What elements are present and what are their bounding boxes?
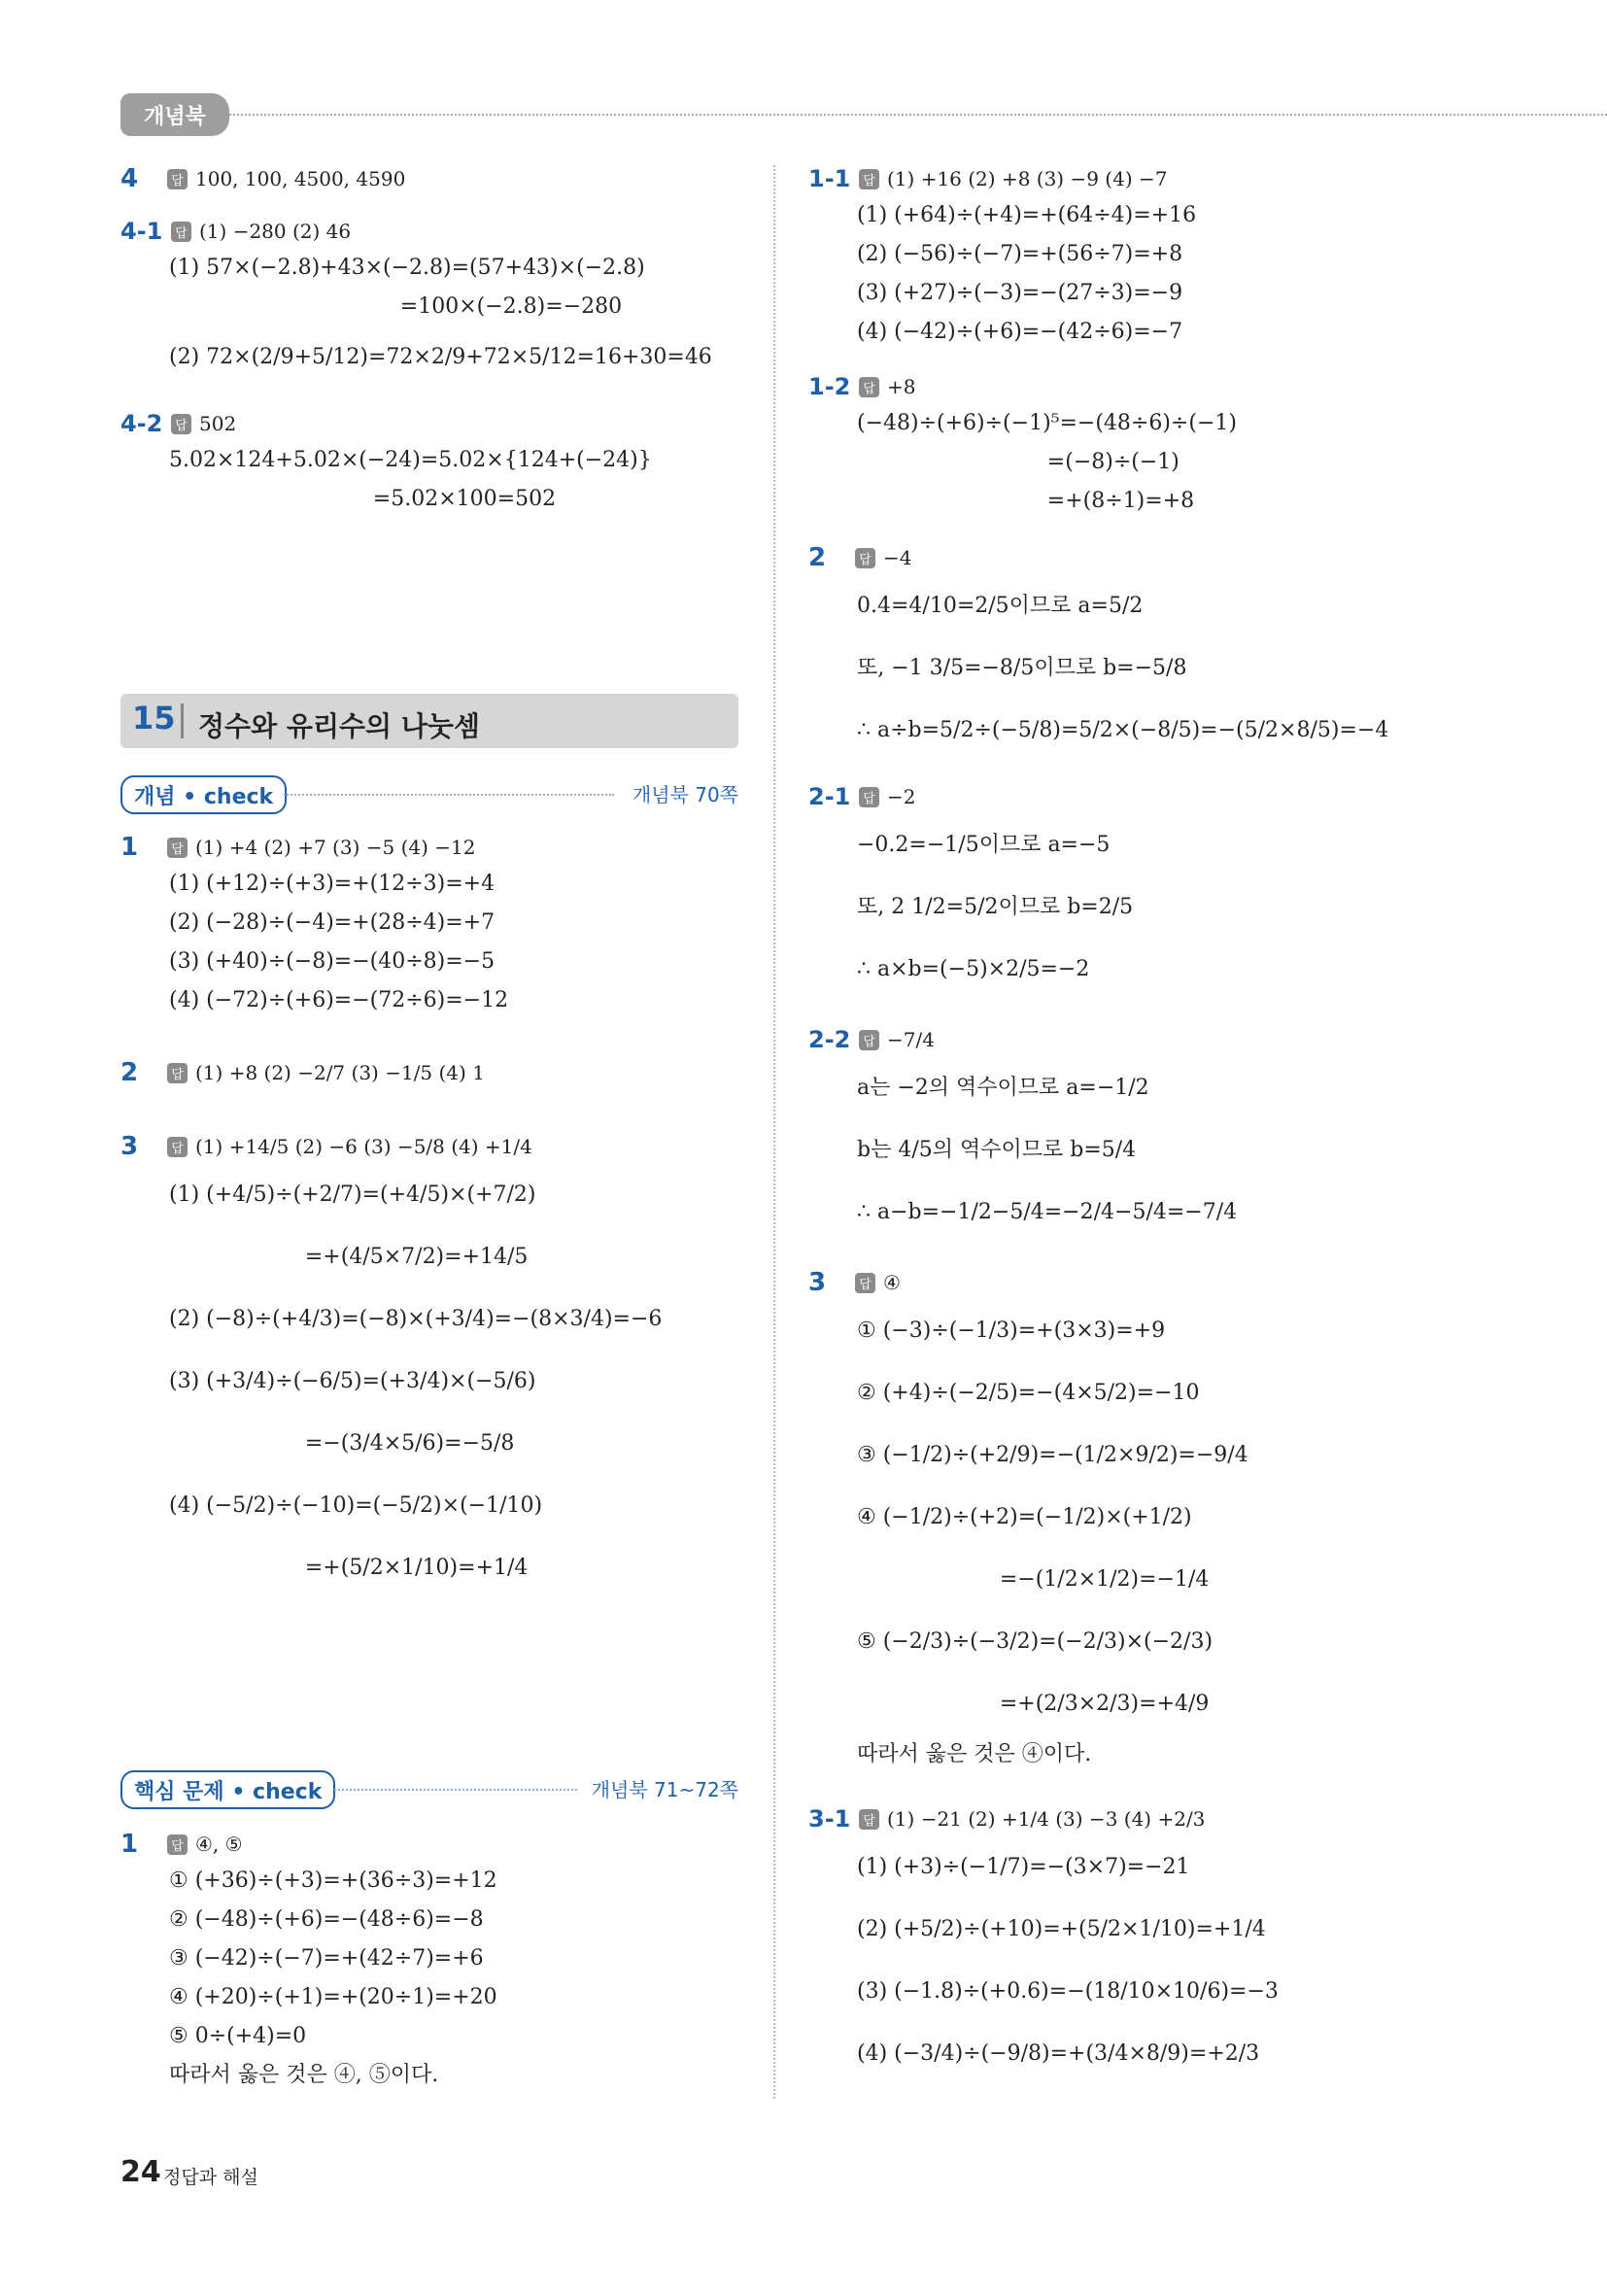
problem-4-2 bbox=[120, 406, 738, 519]
concept-check-tag: 개념 • check bbox=[120, 775, 287, 814]
problem-number: 3 bbox=[120, 1132, 139, 1161]
problem-3-1 bbox=[808, 1801, 1508, 2085]
core-problem-1 bbox=[120, 1827, 738, 2095]
solution-line: (3) (+40)÷(−8)=−(40÷8)=−5 bbox=[169, 949, 496, 974]
solution-line: (3) (−1.8)÷(+0.6)=−(18/10×10/6)=−3 bbox=[857, 1979, 1279, 2004]
solution-line: (2) (−56)÷(−7)=+(56÷7)=+8 bbox=[857, 242, 1183, 266]
answer-text: +8 bbox=[887, 375, 916, 398]
solution-line: (3) (+3/4)÷(−6/5)=(+3/4)×(−5/6) bbox=[169, 1369, 536, 1393]
problem-1-1 bbox=[808, 161, 1508, 352]
answer-text: (1) +8 (2) −2/7 (3) −1/5 (4) 1 bbox=[195, 1061, 485, 1084]
answer-badge: 답 bbox=[171, 222, 191, 242]
solution-line: 또, 2 1/2=5/2이므로 b=2/5 bbox=[857, 895, 1134, 919]
answer-badge: 답 bbox=[855, 548, 875, 568]
solution-line: (2) (+5/2)÷(+10)=+(5/2×1/10)=+1/4 bbox=[857, 1917, 1266, 1941]
answer-text: (1) +14/5 (2) −6 (3) −5/8 (4) +1/4 bbox=[195, 1135, 532, 1158]
answer-badge: 답 bbox=[167, 169, 188, 189]
problem-number: 2-2 bbox=[808, 1026, 851, 1053]
problem-number: 1 bbox=[120, 1830, 139, 1859]
solution-line: ① (+36)÷(+3)=+(36÷3)=+12 bbox=[169, 1868, 497, 1893]
solution-line: ③ (−1/2)÷(+2/9)=−(1/2×9/2)=−9/4 bbox=[857, 1443, 1248, 1467]
problem-4-1 bbox=[120, 214, 738, 389]
problem-4 bbox=[120, 161, 738, 196]
solution-line: =+(5/2×1/10)=+1/4 bbox=[169, 1556, 529, 1580]
solution-line: a는 −2의 역수이므로 a=−1/2 bbox=[857, 1076, 1149, 1100]
problem-2-2 bbox=[808, 1022, 1508, 1244]
answer-badge: 답 bbox=[167, 1063, 188, 1083]
answer-badge: 답 bbox=[859, 787, 879, 807]
answer-text: −2 bbox=[887, 785, 916, 808]
problem-1-2 bbox=[808, 369, 1508, 521]
page-number: 24 bbox=[120, 2155, 161, 2189]
problem-number: 2-1 bbox=[808, 783, 851, 810]
solution-line: (1) 57×(−2.8)+43×(−2.8)=(57+43)×(−2.8) bbox=[169, 256, 645, 280]
concept-problem-3 bbox=[120, 1129, 738, 1599]
solution-line: (−48)÷(+6)÷(−1)⁵=−(48÷6)÷(−1) bbox=[857, 411, 1237, 435]
answer-text: ④ bbox=[883, 1271, 901, 1294]
section-header bbox=[120, 694, 738, 748]
solution-line: ① (−3)÷(−1/3)=+(3×3)=+9 bbox=[857, 1319, 1166, 1343]
header-tab-label: 개념북 bbox=[144, 104, 206, 129]
solution-line: (4) (−5/2)÷(−10)=(−5/2)×(−1/10) bbox=[169, 1493, 543, 1518]
solution-line: =+(8÷1)=+8 bbox=[857, 489, 1195, 513]
solution-line: (4) (−42)÷(+6)=−(42÷6)=−7 bbox=[857, 320, 1183, 344]
answer-badge: 답 bbox=[167, 1137, 188, 1157]
solution-line: (1) (+4/5)÷(+2/7)=(+4/5)×(+7/2) bbox=[169, 1182, 536, 1207]
problem-3 bbox=[808, 1265, 1508, 1774]
solution-line: 또, −1 3/5=−8/5이므로 b=−5/8 bbox=[857, 656, 1187, 680]
concept-problem-2 bbox=[120, 1055, 738, 1090]
solution-line: 따라서 옳은 것은 ④이다. bbox=[857, 1742, 1092, 1766]
problem-number: 2 bbox=[808, 543, 827, 572]
solution-line: =+(4/5×7/2)=+14/5 bbox=[169, 1245, 529, 1269]
answer-text: ④, ⑤ bbox=[195, 1833, 243, 1856]
problem-number: 2 bbox=[120, 1058, 139, 1087]
problem-number: 3 bbox=[808, 1268, 827, 1297]
answer-badge: 답 bbox=[855, 1273, 875, 1293]
answer-text: 502 bbox=[199, 412, 237, 435]
solution-line: (1) (+64)÷(+4)=+(64÷4)=+16 bbox=[857, 203, 1197, 227]
solution-line: (1) (+12)÷(+3)=+(12÷3)=+4 bbox=[169, 872, 496, 896]
solution-line: ⑤ (−2/3)÷(−3/2)=(−2/3)×(−2/3) bbox=[857, 1629, 1214, 1654]
footer-label: 정답과 해설 bbox=[163, 2167, 258, 2188]
tag-dotted-line bbox=[334, 1789, 577, 1791]
solution-line: ② (−48)÷(+6)=−(48÷6)=−8 bbox=[169, 1907, 484, 1932]
solution-line: 0.4=4/10=2/5이므로 a=5/2 bbox=[857, 594, 1144, 618]
problem-2-1 bbox=[808, 779, 1508, 1001]
answer-text: −4 bbox=[883, 546, 912, 569]
concept-check-header bbox=[120, 775, 738, 814]
solution-line: (2) 72×(2/9+5/12)=72×2/9+72×5/12=16+30=46 bbox=[169, 345, 712, 369]
answer-badge: 답 bbox=[859, 169, 879, 189]
answer-badge: 답 bbox=[167, 838, 188, 858]
solution-line: (4) (−3/4)÷(−9/8)=+(3/4×8/9)=+2/3 bbox=[857, 2041, 1260, 2066]
solution-line: =(−8)÷(−1) bbox=[857, 450, 1180, 474]
solution-line: (4) (−72)÷(+6)=−(72÷6)=−12 bbox=[169, 988, 509, 1012]
problem-number: 1 bbox=[120, 833, 139, 862]
solution-line: (2) (−8)÷(+4/3)=(−8)×(+3/4)=−(8×3/4)=−6 bbox=[169, 1307, 663, 1331]
solution-line: 따라서 옳은 것은 ④, ⑤이다. bbox=[169, 2063, 439, 2087]
solution-line: =−(3/4×5/6)=−5/8 bbox=[169, 1431, 515, 1456]
answer-badge: 답 bbox=[859, 1030, 879, 1050]
problem-2 bbox=[808, 540, 1508, 762]
answer-badge: 답 bbox=[167, 1834, 188, 1855]
solution-line: ② (+4)÷(−2/5)=−(4×5/2)=−10 bbox=[857, 1381, 1200, 1405]
solution-line: ③ (−42)÷(−7)=+(42÷7)=+6 bbox=[169, 1946, 484, 1970]
solution-line: ④ (−1/2)÷(+2)=(−1/2)×(+1/2) bbox=[857, 1505, 1192, 1529]
page-reference: 개념북 70쪽 bbox=[632, 783, 738, 806]
column-divider bbox=[773, 165, 775, 2099]
answer-text: 100, 100, 4500, 4590 bbox=[195, 167, 406, 190]
solution-line: b는 4/5의 역수이므로 b=5/4 bbox=[857, 1138, 1137, 1162]
answer-text: (1) −280 (2) 46 bbox=[199, 220, 352, 243]
answer-text: (1) +4 (2) +7 (3) −5 (4) −12 bbox=[195, 836, 476, 859]
solution-line: ∴ a−b=−1/2−5/4=−2/4−5/4=−7/4 bbox=[857, 1200, 1238, 1224]
solution-line: ④ (+20)÷(+1)=+(20÷1)=+20 bbox=[169, 1985, 497, 2009]
header-divider bbox=[229, 114, 1607, 116]
answer-text: −7/4 bbox=[887, 1028, 935, 1051]
solution-line: (3) (+27)÷(−3)=−(27÷3)=−9 bbox=[857, 281, 1183, 305]
solution-line: ∴ a÷b=5/2÷(−5/8)=5/2×(−8/5)=−(5/2×8/5)=−4 bbox=[857, 718, 1389, 742]
solution-line: ∴ a×b=(−5)×2/5=−2 bbox=[857, 957, 1090, 981]
problem-number: 3-1 bbox=[808, 1805, 851, 1833]
solution-line: =+(2/3×2/3)=+4/9 bbox=[857, 1692, 1210, 1716]
solution-line: =5.02×100=502 bbox=[169, 487, 557, 511]
section-number: 15 bbox=[132, 700, 176, 737]
solution-line: 5.02×124+5.02×(−24)=5.02×{124+(−24)} bbox=[169, 448, 652, 472]
solution-line: (2) (−28)÷(−4)=+(28÷4)=+7 bbox=[169, 910, 496, 935]
solution-line: =100×(−2.8)=−280 bbox=[169, 294, 623, 319]
header-tab bbox=[120, 93, 229, 136]
solution-line: ⑤ 0÷(+4)=0 bbox=[169, 2024, 307, 2048]
problem-number: 4-2 bbox=[120, 410, 163, 437]
solution-line: =−(1/2×1/2)=−1/4 bbox=[857, 1567, 1210, 1592]
problem-number: 4-1 bbox=[120, 218, 163, 245]
solution-line: (1) (+3)÷(−1/7)=−(3×7)=−21 bbox=[857, 1855, 1190, 1879]
page-reference: 개념북 71~72쪽 bbox=[591, 1778, 738, 1801]
answer-text: (1) +16 (2) +8 (3) −9 (4) −7 bbox=[887, 167, 1168, 190]
section-title: 정수와 유리수의 나눗셈 bbox=[198, 710, 480, 742]
concept-problem-1 bbox=[120, 830, 738, 1020]
core-check-tag: 핵심 문제 • check bbox=[120, 1770, 335, 1809]
problem-number: 1-2 bbox=[808, 373, 851, 400]
answer-badge: 답 bbox=[171, 414, 191, 434]
answer-badge: 답 bbox=[859, 1809, 879, 1830]
problem-number: 1-1 bbox=[808, 165, 851, 192]
answer-text: (1) −21 (2) +1/4 (3) −3 (4) +2/3 bbox=[887, 1807, 1206, 1831]
problem-number: 4 bbox=[120, 164, 139, 193]
core-check-header bbox=[120, 1770, 738, 1809]
tag-dotted-line bbox=[284, 794, 614, 796]
section-separator bbox=[181, 703, 184, 738]
answer-badge: 답 bbox=[859, 377, 879, 397]
solution-line: −0.2=−1/5이므로 a=−5 bbox=[857, 833, 1111, 857]
